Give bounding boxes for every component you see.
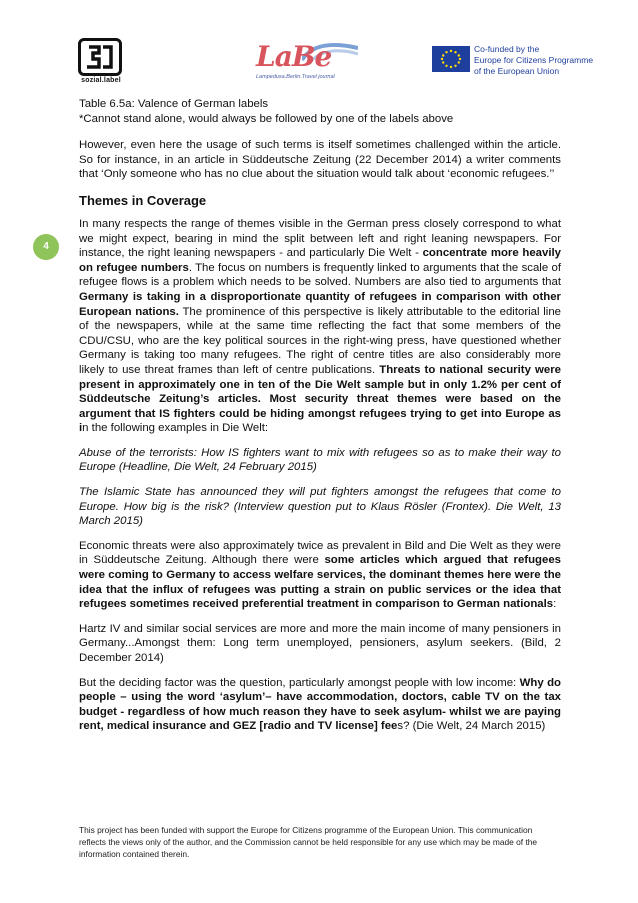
eu-flag-icon <box>432 46 470 72</box>
sozial-label-logo-icon <box>81 41 119 73</box>
text-run: . The focus on numbers is frequently linked to arguments that the scale of refugee flows is a problem which needs to be solved. Numbers are also tied to arguments that <box>79 261 561 289</box>
paragraph-3 <box>79 539 561 612</box>
bold-run: Threats to national security were present in approximately one in ten of the Die Welt sample but in only 1.2% per cent of Süddeutsche Zeitung’s articles. Most security threat themes were based on the argument that IS fighters could be hiding amongst refugees trying to get into Europe as i <box>79 363 561 435</box>
paragraph-2 <box>79 217 561 436</box>
text-run: s? (Die Welt, 24 March 2015) <box>397 720 546 733</box>
quote-1: Abuse of the terrorists: How IS fighters want to mix with refugees so as to make their way to Europe (Headline, Die Welt, 24 February 2015) <box>79 446 561 474</box>
document-body <box>79 97 561 744</box>
eu-line-1: Co-funded by the <box>474 44 540 54</box>
paragraph-5 <box>79 676 561 734</box>
table-note: *Cannot stand alone, would always be followed by one of the labels above <box>79 112 454 125</box>
bold-run: some articles which argued that refugees were coming to Germany to access welfare services, the dominant themes here were the idea that the influx of refugees was putting a strain on public services or the idea that refugees sometimes received preferential treatment in comparison to German nationals <box>79 554 561 611</box>
page-number-badge: 4 <box>33 234 59 260</box>
paragraph-4: Hartz IV and similar social services are more and more the main income of many pensioners in Germany...Amongst them: Long term unemployed, pensioners, asylum seekers. (Bild, 2 December 2014) <box>79 622 561 664</box>
text-run: n the following examples in Die Welt: <box>82 422 269 435</box>
sozial-label-logo-text: sozial.label <box>81 77 121 84</box>
text-run: In many respects the range of themes visible in the German press closely correspond to what we might expect, bearing in mind the split between left and right leaning newspapers. For instance, the right leaning newspapers - and particularly Die Welt - <box>79 217 561 260</box>
text-run: : <box>553 598 557 611</box>
text-run: Economic threats were also approximately twice as prevalent in Bild and Die Welt as they were in Süddeutsche Zeitung. Although there were <box>79 539 561 567</box>
quote-2: The Islamic State has announced they will put fighters amongst the refugees that come to Europe. How big is the risk? (Interview question put to Klaus Rösler (Frontex). Die Welt, 13 March 2015) <box>79 486 561 528</box>
footer-disclaimer: This project has been funded with support the Europe for Citizens programme of the European Union. This communication reflects the views only of the author, and the Commission cannot be held responsible for any use which may be made of the information contained therein. <box>79 825 538 859</box>
eu-line-3: of the European Union <box>474 66 560 76</box>
bold-run: Why do people – using the word ‘asylum’– have accommodation, doctors, cable TV on the tax budget - regardless of how much reason they have to seek asylum- whilst we are paying rent, medical insurance and GEZ [radio and TV license] fee <box>79 676 562 733</box>
labe-logo-word: LaBe <box>256 40 332 73</box>
bold-run: Germany is taking in a disproportionate quantity of refugees in comparison with other European nations. <box>79 290 561 318</box>
eu-cofunded-text <box>474 44 593 77</box>
bold-run: concentrate more heavily on refugee numbers <box>79 247 561 274</box>
table-caption: Table 6.5a: Valence of German labels <box>79 98 269 110</box>
labe-logo-subtitle: Lampedusa.Berlin.Travel journal <box>256 74 335 80</box>
labe-logo <box>250 36 370 86</box>
eu-line-2: Europe for Citizens Programme <box>474 55 594 65</box>
section-heading: Themes in Coverage <box>79 192 207 208</box>
paragraph-1: However, even here the usage of such terms is itself sometimes challenged within the article. So for instance, in an article in Süddeutsche Zeitung (22 December 2014) a writer comments that ‘Only someone who has no clue about the situation would talk about ‘economic refugees.’’ <box>79 139 561 181</box>
sozial-label-logo <box>78 38 122 76</box>
text-run: But the deciding factor was the question, particularly amongst people with low income: <box>79 676 520 689</box>
text-run: The prominence of this perspective is likely attributable to the editorial line of the newspapers, while at the same time reflecting the fact that some members of the CDU/CSU, who are the key political sources in the right-wing press, have questioned whether Germany is taking too many refugees. The right of centre titles are also considerably more likely to use threat frames than left of centre publications. <box>79 305 561 376</box>
